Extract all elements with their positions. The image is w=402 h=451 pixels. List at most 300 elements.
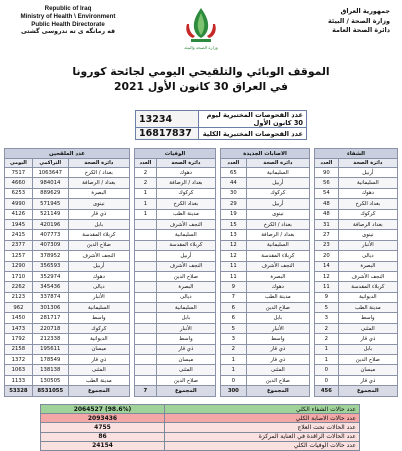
value-cell	[135, 365, 157, 375]
value-cell: 962	[5, 303, 33, 313]
value-cell: 337874	[32, 292, 68, 302]
value-cell: 19	[221, 209, 247, 219]
value-cell: 2	[315, 323, 339, 333]
value-cell	[135, 271, 157, 281]
deaths-table	[134, 148, 216, 397]
value-cell: 1	[221, 365, 247, 375]
value-cell	[135, 261, 157, 271]
directorate-cell: مدينة الطب	[68, 375, 129, 385]
table-row	[135, 355, 216, 365]
value-cell: 5	[315, 303, 339, 313]
arabic-ministry-heading	[328, 7, 390, 36]
value-cell: 27	[315, 230, 339, 240]
table-row	[315, 313, 398, 323]
value-cell: 56	[315, 178, 339, 188]
value-cell	[135, 230, 157, 240]
vaccinated-title-row	[5, 149, 130, 159]
table-row	[135, 323, 216, 333]
value-cell: 407309	[32, 240, 68, 250]
directorate-cell: ديالى	[156, 292, 215, 302]
value-cell: 2	[315, 334, 339, 344]
column-header: العدد	[135, 159, 157, 168]
lab-tests-table	[135, 110, 307, 140]
directorate-cell: ديالى	[338, 251, 397, 261]
table-row	[221, 334, 310, 344]
column-header: دائرة الصحة	[156, 159, 215, 168]
directorate-cell: كركوك	[156, 188, 215, 198]
directorate-cell: السليمانية	[156, 230, 215, 240]
directorate-cell: النجف الأشرف	[338, 271, 397, 281]
vaccinated-header-row	[5, 159, 130, 168]
ar-line-3: دائرة الصحة العامة	[332, 26, 390, 34]
table-row	[5, 230, 130, 240]
directorate-cell: أربيل	[156, 251, 215, 261]
value-cell: 2262	[5, 282, 33, 292]
table-row	[135, 178, 216, 188]
new-cases-table	[220, 148, 310, 397]
total-tests-row	[136, 128, 307, 140]
table-row	[221, 240, 310, 250]
table-row	[221, 355, 310, 365]
value-cell: 30	[221, 188, 247, 198]
total-label: المجموع	[246, 386, 309, 396]
table-row	[5, 365, 130, 375]
table-row	[315, 168, 398, 178]
table-row	[315, 219, 398, 229]
directorate-cell: بغداد / الرصافة	[156, 178, 215, 188]
table-row	[221, 251, 310, 261]
table-row	[5, 313, 130, 323]
directorate-cell: صلاح الدين	[68, 240, 129, 250]
table-row	[315, 209, 398, 219]
title-line-1: الموقف الوبائي والتلقيحي اليومي لجائحة كورونا	[72, 65, 330, 78]
value-cell	[135, 292, 157, 302]
value-cell: 301306	[32, 303, 68, 313]
table-row	[135, 344, 216, 354]
directorate-cell: بغداد / الكرخ	[246, 219, 309, 229]
value-cell: 11	[221, 271, 247, 281]
table-row	[135, 303, 216, 313]
directorate-cell: السليمانية	[246, 168, 309, 178]
table-row	[221, 313, 310, 323]
value-cell: 48	[315, 209, 339, 219]
table-row	[221, 199, 310, 209]
value-cell: 3	[315, 313, 339, 323]
directorate-cell: المثنى	[156, 365, 215, 375]
directorate-cell: بابل	[338, 344, 397, 354]
value-cell: 14	[315, 261, 339, 271]
table-row	[5, 344, 130, 354]
directorate-cell: الديوانية	[68, 334, 129, 344]
table-row	[221, 365, 310, 375]
value-cell: 281717	[32, 313, 68, 323]
table-row	[221, 188, 310, 198]
en-line-2: Ministry of Health \ Environment	[20, 12, 116, 20]
directorate-cell: ميسان	[68, 344, 129, 354]
directorate-cell: كركوك	[68, 323, 129, 333]
summary-row	[41, 414, 360, 423]
column-header: العدد	[315, 159, 339, 168]
directorate-cell: بغداد الكرخ	[338, 199, 397, 209]
table-row	[315, 199, 398, 209]
directorate-cell: ذي قار	[246, 344, 309, 354]
vaccinated-title: عدد الملقحين	[5, 149, 130, 159]
directorate-cell: السليمانية	[338, 178, 397, 188]
total-value: 8531055	[32, 386, 68, 396]
deaths-title-row	[135, 149, 216, 159]
value-cell: 2377	[5, 240, 33, 250]
value-cell: 9	[315, 292, 339, 302]
directorate-cell: البصرة	[338, 261, 397, 271]
directorate-cell: أربيل	[338, 168, 397, 178]
value-cell: 5	[221, 323, 247, 333]
en-line-1: Republic of Iraq	[44, 5, 92, 12]
directorate-cell: أربيل	[246, 178, 309, 188]
value-cell: 7	[221, 292, 247, 302]
value-cell: 3	[221, 334, 247, 344]
value-cell: 6253	[5, 188, 33, 198]
table-row	[135, 251, 216, 261]
recovered-header-row	[315, 159, 398, 168]
table-row	[5, 199, 130, 209]
directorate-cell: بابل	[246, 313, 309, 323]
recovered-table	[314, 148, 398, 397]
ar-line-1: جمهورية العراق	[340, 7, 390, 15]
directorate-cell: صلاح الدين	[156, 271, 215, 281]
directorate-cell: ميسان	[338, 365, 397, 375]
directorate-cell: دهوك	[68, 271, 129, 281]
value-cell	[135, 375, 157, 385]
total-label: المجموع	[338, 386, 397, 396]
table-row	[221, 292, 310, 302]
directorate-cell: النجف الأشرف	[68, 251, 129, 261]
total-value: 456	[315, 386, 339, 396]
directorate-cell: الديوانية	[338, 292, 397, 302]
value-cell: 6	[221, 313, 247, 323]
directorate-cell: صلاح الدين	[246, 375, 309, 385]
value-cell: 1	[221, 355, 247, 365]
table-row	[135, 313, 216, 323]
table-row	[5, 168, 130, 178]
value-cell	[135, 303, 157, 313]
new_cases-title: الاصابات الجديدة	[221, 149, 310, 159]
directorate-cell: صلاح الدين	[338, 355, 397, 365]
summary-value: 86	[41, 432, 165, 441]
table-row	[5, 355, 130, 365]
column-header: التراكمي	[32, 159, 68, 168]
table-row	[135, 282, 216, 292]
table-row	[135, 375, 216, 385]
value-cell: 1945	[5, 219, 33, 229]
table-row	[315, 375, 398, 385]
value-cell: 352974	[32, 271, 68, 281]
table-row	[135, 240, 216, 250]
table-row	[221, 323, 310, 333]
value-cell: 195611	[32, 344, 68, 354]
directorate-cell: ميسان	[156, 355, 215, 365]
table-row	[135, 199, 216, 209]
table-row	[315, 271, 398, 281]
value-cell: 2415	[5, 230, 33, 240]
value-cell: 1	[315, 344, 339, 354]
table-row	[315, 292, 398, 302]
value-cell: 1257	[5, 251, 33, 261]
total-label: المجموع	[156, 386, 215, 396]
value-cell: 4990	[5, 199, 33, 209]
value-cell: 1133	[5, 375, 33, 385]
table-row	[221, 375, 310, 385]
deaths-title: الوفيات	[135, 149, 216, 159]
directorate-cell: الأنبار	[246, 323, 309, 333]
value-cell: 1	[135, 199, 157, 209]
column-header: العدد	[221, 159, 247, 168]
value-cell: 1473	[5, 323, 33, 333]
summary-row	[41, 405, 360, 414]
table-row	[221, 230, 310, 240]
directorate-cell: ذي قار	[68, 355, 129, 365]
directorate-cell: ذي قار	[246, 355, 309, 365]
directorate-cell: ديالى	[68, 282, 129, 292]
value-cell: 984014	[32, 178, 68, 188]
directorate-cell: ذي قار	[156, 344, 215, 354]
value-cell: 571945	[32, 199, 68, 209]
value-cell: 0	[315, 365, 339, 375]
table-row	[221, 209, 310, 219]
directorate-cell: دهوك	[246, 282, 309, 292]
daily-tests-label: عدد الفحوصات المختبرية ليوم 30 كانون الأول	[199, 111, 307, 128]
value-cell: 1372	[5, 355, 33, 365]
summary-row	[41, 441, 360, 450]
directorate-cell: الأنبار	[68, 292, 129, 302]
summary-value: 4755	[41, 423, 165, 432]
value-cell: 65	[221, 168, 247, 178]
table-row	[135, 292, 216, 302]
value-cell	[135, 251, 157, 261]
vaccinated-table	[4, 148, 130, 397]
directorate-cell: البصرة	[156, 282, 215, 292]
table-row	[5, 282, 130, 292]
en-line-3: Public Health Directorate	[31, 20, 105, 28]
summary-row	[41, 423, 360, 432]
table-row	[5, 292, 130, 302]
total-value: 300	[221, 386, 247, 396]
table-row	[5, 219, 130, 229]
directorate-cell: مدينة الطب	[338, 303, 397, 313]
directorate-cell: بغداد الرصافة	[338, 219, 397, 229]
table-row	[5, 303, 130, 313]
table-row	[315, 188, 398, 198]
value-cell: 1710	[5, 271, 33, 281]
deaths-header-row	[135, 159, 216, 168]
directorate-cell: صلاح الدين	[156, 375, 215, 385]
value-cell: 420196	[32, 219, 68, 229]
value-cell: 31	[315, 219, 339, 229]
table-row	[135, 334, 216, 344]
daily-tests-row	[136, 111, 307, 128]
recovered-title-row	[315, 149, 398, 159]
value-cell: 2123	[5, 292, 33, 302]
value-cell: 2158	[5, 344, 33, 354]
value-cell: 12	[315, 271, 339, 281]
total-value: 53328	[5, 386, 33, 396]
table-row	[5, 323, 130, 333]
value-cell: 0	[221, 375, 247, 385]
directorate-cell: بغداد / الرصافة	[68, 178, 129, 188]
directorate-cell: صلاح الدين	[246, 303, 309, 313]
directorate-cell: الأنبار	[338, 240, 397, 250]
directorate-cell: بغداد / الكرخ	[68, 168, 129, 178]
value-cell: 15	[221, 219, 247, 229]
recovered-title: الشفاء	[315, 149, 398, 159]
directorate-cell: بغداد الكرخ	[156, 199, 215, 209]
total-tests-value: 16817837	[136, 128, 199, 140]
value-cell: 11	[221, 261, 247, 271]
directorate-cell: المثنى	[246, 365, 309, 375]
table-row	[5, 188, 130, 198]
directorate-cell: نينوى	[246, 209, 309, 219]
table-row	[135, 230, 216, 240]
directorate-cell: أربيل	[246, 199, 309, 209]
report-header	[0, 0, 402, 62]
summary-value: 24154	[41, 441, 165, 450]
value-cell: 1	[135, 188, 157, 198]
report-title	[0, 64, 402, 94]
column-header: دائرة الصحة	[246, 159, 309, 168]
table-row	[315, 355, 398, 365]
summary-row	[41, 432, 360, 441]
directorate-cell: بغداد / الرصافة	[246, 230, 309, 240]
summary-label: عدد حالات الشفاء الكلي	[165, 405, 360, 414]
directorate-cell: كركوك	[338, 209, 397, 219]
value-cell	[135, 355, 157, 365]
directorate-cell: مدينة الطب	[156, 209, 215, 219]
value-cell: 356593	[32, 261, 68, 271]
new_cases-header-row	[221, 159, 310, 168]
directorate-cell: كربلاء المقدسة	[68, 230, 129, 240]
table-row	[5, 375, 130, 385]
logo-caption: وزارة الصحة والبيئة	[184, 45, 218, 50]
directorate-cell: واسط	[338, 313, 397, 323]
table-row	[221, 344, 310, 354]
value-cell: 23	[315, 240, 339, 250]
value-cell: 1290	[5, 261, 33, 271]
directorate-cell: المثنى	[68, 365, 129, 375]
value-cell: 178549	[32, 355, 68, 365]
value-cell: 1063647	[32, 168, 68, 178]
directorate-cell: واسط	[68, 313, 129, 323]
value-cell: 0	[315, 375, 339, 385]
table-row	[5, 240, 130, 250]
deaths-total-row	[135, 386, 216, 396]
value-cell: 378952	[32, 251, 68, 261]
directorate-cell: البصرة	[246, 271, 309, 281]
directorate-cell: دهوك	[156, 168, 215, 178]
total-tests-label: عدد الفحوصات المختبرية الكلية	[199, 128, 307, 140]
value-cell: 521149	[32, 209, 68, 219]
directorate-cell: السليمانية	[68, 303, 129, 313]
directorate-cell: النجف الأشرف	[156, 219, 215, 229]
directorate-cell: النجف الأشرف	[156, 261, 215, 271]
table-row	[221, 219, 310, 229]
directorate-cell: كركوك	[246, 188, 309, 198]
table-row	[221, 168, 310, 178]
directorate-cell: النجف الأشرف	[246, 261, 309, 271]
new_cases-total-row	[221, 386, 310, 396]
value-cell	[135, 313, 157, 323]
value-cell: 13	[221, 230, 247, 240]
table-row	[315, 178, 398, 188]
daily-tests-value: 13234	[136, 111, 199, 128]
value-cell	[135, 240, 157, 250]
table-row	[315, 365, 398, 375]
table-row	[5, 261, 130, 271]
value-cell	[135, 219, 157, 229]
directorate-cell: البصرة	[68, 188, 129, 198]
directorate-cell: ذي قار	[338, 334, 397, 344]
directorate-cell: واسط	[156, 334, 215, 344]
table-row	[315, 334, 398, 344]
value-cell: 889629	[32, 188, 68, 198]
directorate-cell: نينوى	[68, 199, 129, 209]
title-line-2: في العراق 30 كانون الأول 2021	[114, 80, 288, 93]
value-cell	[135, 344, 157, 354]
directorate-cell: واسط	[246, 334, 309, 344]
value-cell: 138138	[32, 365, 68, 375]
table-row	[5, 178, 130, 188]
table-row	[5, 251, 130, 261]
table-row	[5, 209, 130, 219]
total-value: 7	[135, 386, 157, 396]
table-row	[221, 178, 310, 188]
table-row	[315, 230, 398, 240]
value-cell: 44	[221, 178, 247, 188]
directorate-cell: ذي قار	[68, 209, 129, 219]
kurdish-line: قه رمانگه ى ته ندروسى گشتى	[20, 28, 116, 36]
new_cases-title-row	[221, 149, 310, 159]
value-cell: 20	[315, 251, 339, 261]
directorate-cell: كربلاء المقدسة	[156, 240, 215, 250]
table-row	[135, 188, 216, 198]
directorate-cell: السليمانية	[156, 303, 215, 313]
table-row	[135, 168, 216, 178]
value-cell: 9	[221, 282, 247, 292]
table-row	[315, 240, 398, 250]
column-header: دائرة الصحة	[68, 159, 129, 168]
value-cell: 130505	[32, 375, 68, 385]
directorate-cell: السليمانية	[246, 240, 309, 250]
table-row	[315, 303, 398, 313]
value-cell: 7517	[5, 168, 33, 178]
value-cell: 1	[315, 355, 339, 365]
value-cell: 407773	[32, 230, 68, 240]
directorate-cell: أربيل	[68, 261, 129, 271]
recovered-total-row	[315, 386, 398, 396]
directorate-cell: مدينة الطب	[246, 292, 309, 302]
table-row	[315, 251, 398, 261]
value-cell: 2	[135, 178, 157, 188]
column-header: اليومي	[5, 159, 33, 168]
value-cell: 4126	[5, 209, 33, 219]
summary-label: عدد الحالات الراقدة في العناية المركزة	[165, 432, 360, 441]
value-cell	[135, 334, 157, 344]
value-cell: 212338	[32, 334, 68, 344]
directorate-cell: كربلاء المقدسة	[246, 251, 309, 261]
table-row	[221, 282, 310, 292]
summary-label: عدد حالات الاصابة الكلي	[165, 414, 360, 423]
directorate-cell: دهوك	[338, 188, 397, 198]
directorate-cell: نينوى	[338, 230, 397, 240]
table-row	[315, 323, 398, 333]
